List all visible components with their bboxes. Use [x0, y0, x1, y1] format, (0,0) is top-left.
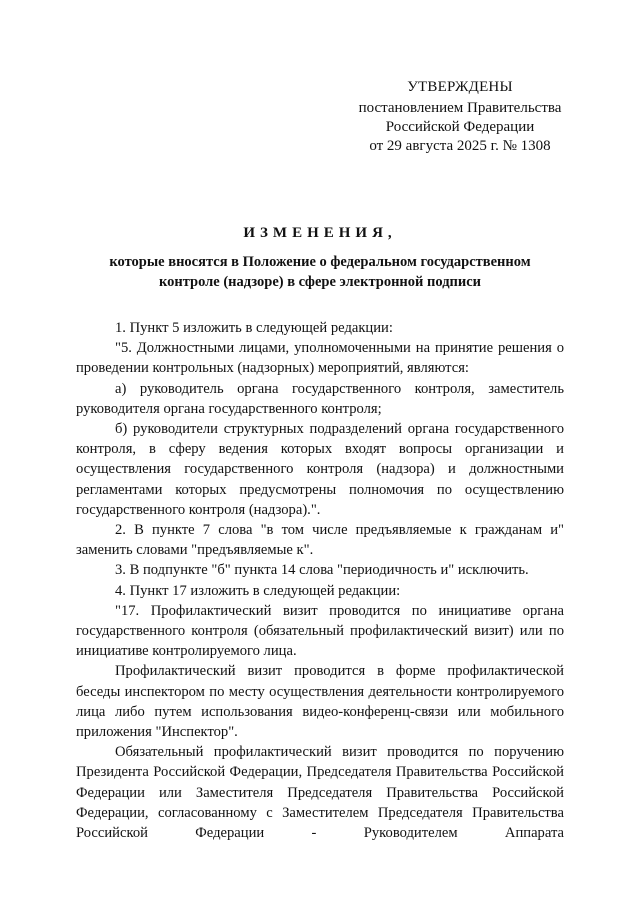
document-title: ИЗМЕНЕНИЯ,: [243, 225, 397, 241]
paragraph-1: 1. Пункт 5 изложить в следующей редакции:: [115, 320, 393, 336]
paragraph-9: Профилактический визит проводится в форме профилактической беседы инспектором по месту осуществления деятельности контролируемого лица либо путем использования видео-конференц-связи или мобильного приложения "Инспектор".: [76, 663, 564, 741]
document-subtitle-line-2: контроле (надзоре) в сфере электронной подписи: [158, 274, 482, 290]
document-subtitle-line-1: которые вносятся в Положение о федеральном государственном: [109, 254, 531, 270]
paragraph-7: 4. Пункт 17 изложить в следующей редакции:: [115, 582, 401, 599]
document-title-block: [80, 225, 560, 292]
paragraph-10: Обязательный профилактический визит проводится по поручению Президента Российской Федерации, Председателя Правительства Российской Федерации или Заместителя Председателя Правительства Российской Федерации, согласованному с Заместителем Председателя Правительства Российской Федерации - Руководителем Аппарата: [76, 744, 564, 842]
paragraph-2: "5. Должностными лицами, уполномоченными на принятие решения о проведении контрольных (надзорных) мероприятий, являются:: [76, 340, 564, 377]
approval-line-1: постановлением Правительства: [358, 100, 562, 116]
paragraph-4: б) руководители структурных подразделений органа государственного контроля, в сферу ведения которых входят вопросы организации и осуществления государственного контроля (надзора) и должностными регламентами которых предусмотрены полномочия по осуществлению государственного контроля (надзора).".: [76, 421, 564, 518]
paragraph-5: 2. В пункте 7 слова "в том числе предъявляемые к гражданам и" заменить словами "предъявляемые к".: [76, 522, 564, 559]
document-body: [76, 318, 564, 843]
approval-line-3: от 29 августа 2025 г. № 1308: [369, 138, 551, 154]
approval-stamp: [340, 78, 580, 156]
paragraph-3: а) руководитель органа государственного контроля, заместитель руководителя органа государственного контроля;: [76, 380, 564, 417]
paragraph-6: 3. В подпункте "б" пункта 14 слова "периодичность и" исключить.: [115, 562, 529, 579]
approval-line-2: Российской Федерации: [385, 119, 535, 135]
paragraph-8: "17. Профилактический визит проводится по инициативе органа государственного контроля (обязательный профилактический визит) или по инициативе контролируемого лица.: [76, 602, 564, 660]
approval-heading: УТВЕРЖДЕНЫ: [407, 79, 513, 95]
